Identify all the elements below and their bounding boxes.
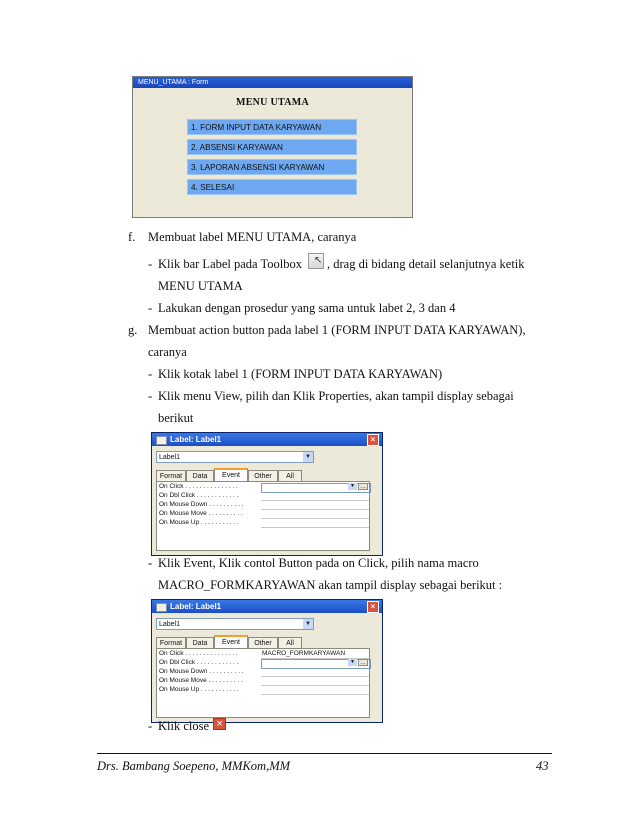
property-value[interactable] xyxy=(261,492,369,501)
property-list xyxy=(156,648,370,718)
property-row[interactable] xyxy=(157,650,369,659)
item-f-bullet1-b: , drag di bidang detail selanjutnya ketik xyxy=(327,257,525,271)
item-g-bullet3-b: MACRO_FORMKARYAWAN akan tampil display sebagai berikut : xyxy=(158,578,503,592)
item-f-bullet1-a: Klik bar Label pada Toolbox xyxy=(158,257,302,271)
chevron-down-icon[interactable]: ▼ xyxy=(303,452,313,462)
properties-icon xyxy=(156,436,167,445)
chevron-down-icon[interactable]: ▼ xyxy=(348,659,357,666)
close-icon[interactable]: × xyxy=(367,601,379,613)
property-label: On Dbl Click . . . . . . . . . . . . xyxy=(159,492,239,499)
close-icon: × xyxy=(213,718,226,730)
bullet: - xyxy=(148,301,153,315)
build-button[interactable]: … xyxy=(360,484,366,490)
menu-label-4[interactable]: 4. SELESAI xyxy=(187,179,357,195)
bullet: - xyxy=(148,367,153,381)
properties-icon xyxy=(156,603,167,612)
tab-format[interactable]: Format xyxy=(156,637,186,648)
menu-label-1[interactable]: 1. FORM INPUT DATA KARYAWAN xyxy=(187,119,357,135)
form-heading-label: MENU UTAMA xyxy=(235,97,310,108)
object-select[interactable] xyxy=(156,451,314,463)
dialog-title-bar xyxy=(152,433,382,446)
item-g-bullet1: Klik kotak label 1 (FORM INPUT DATA KARYAWAN) xyxy=(158,367,443,381)
properties-dialog-2 xyxy=(151,599,383,723)
property-label: On Mouse Down . . . . . . . . . . xyxy=(159,668,244,675)
dialog-title: Label: Label1 xyxy=(170,602,222,611)
bullet: - xyxy=(148,556,153,570)
item-g-text-b: caranya xyxy=(148,345,187,359)
object-select[interactable] xyxy=(156,618,314,630)
tab-other[interactable]: Other xyxy=(248,637,278,648)
property-list xyxy=(156,481,370,551)
tab-event[interactable]: Event xyxy=(214,635,248,648)
menu-label-2[interactable]: 2. ABSENSI KARYAWAN xyxy=(187,139,357,155)
object-select-value: Label1 xyxy=(159,454,181,461)
bullet: - xyxy=(148,257,153,271)
item-g-bullet3-a: Klik Event, Klik contol Button pada on Click, pilih nama macro xyxy=(158,556,479,570)
item-f-text: Membuat label MENU UTAMA, caranya xyxy=(148,230,357,244)
label-tool-icon: ↖ xyxy=(308,253,324,269)
page-number: 43 xyxy=(536,759,549,773)
item-g-text-a: Membuat action button pada label 1 (FORM INPUT DATA KARYAWAN), xyxy=(148,323,526,337)
tab-data[interactable]: Data xyxy=(186,637,214,648)
property-value[interactable] xyxy=(261,519,369,528)
properties-dialog-1 xyxy=(151,432,383,556)
property-row[interactable] xyxy=(157,501,369,510)
footer-author: Drs. Bambang Soepeno, MMKom,MM xyxy=(97,759,291,773)
property-label: On Dbl Click . . . . . . . . . . . . xyxy=(159,659,239,666)
tab-all[interactable]: All xyxy=(278,637,302,648)
property-label: On Mouse Move . . . . . . . . . . xyxy=(159,510,243,517)
tab-event[interactable]: Event xyxy=(214,468,248,481)
property-value[interactable] xyxy=(261,677,369,686)
property-value[interactable]: MACRO_FORMKARYAWAN xyxy=(261,650,369,659)
property-label: On Mouse Down . . . . . . . . . . xyxy=(159,501,244,508)
property-row[interactable] xyxy=(157,510,369,519)
item-g-bullet4: Klik close xyxy=(158,719,210,733)
property-label: On Mouse Move . . . . . . . . . . xyxy=(159,677,243,684)
item-g-bullet2-b: berikut xyxy=(158,411,194,425)
tab-format[interactable]: Format xyxy=(156,470,186,481)
form-title-bar: MENU_UTAMA : Form xyxy=(133,77,412,88)
dialog-title: Label: Label1 xyxy=(170,435,222,444)
tab-data[interactable]: Data xyxy=(186,470,214,481)
item-f-marker: f. xyxy=(128,230,136,244)
tab-all[interactable]: All xyxy=(278,470,302,481)
build-button[interactable]: … xyxy=(360,660,366,666)
tab-other[interactable]: Other xyxy=(248,470,278,481)
item-g-bullet2-a: Klik menu View, pilih dan Klik Properties, akan tampil display sebagai xyxy=(158,389,514,403)
item-f-bullet1-c: MENU UTAMA xyxy=(158,279,243,293)
property-value[interactable] xyxy=(261,686,369,695)
property-value[interactable] xyxy=(261,501,369,510)
chevron-down-icon[interactable]: ▼ xyxy=(348,483,357,490)
property-value[interactable] xyxy=(261,668,369,677)
property-value[interactable] xyxy=(261,510,369,519)
property-row[interactable] xyxy=(157,686,369,695)
bullet: - xyxy=(148,389,153,403)
menu-label-3[interactable]: 3. LAPORAN ABSENSI KARYAWAN xyxy=(187,159,357,175)
bullet: - xyxy=(148,719,153,733)
property-row[interactable] xyxy=(157,659,369,668)
property-row[interactable] xyxy=(157,519,369,528)
item-f-bullet2: Lakukan dengan prosedur yang sama untuk labet 2, 3 dan 4 xyxy=(158,301,456,315)
item-g-marker: g. xyxy=(128,323,138,337)
property-row[interactable] xyxy=(157,483,369,492)
chevron-down-icon[interactable]: ▼ xyxy=(303,619,313,629)
property-label: On Mouse Up . . . . . . . . . . . xyxy=(159,519,239,526)
property-row[interactable] xyxy=(157,492,369,501)
object-select-value: Label1 xyxy=(159,621,181,628)
dialog-title-bar xyxy=(152,600,382,613)
property-row[interactable] xyxy=(157,677,369,686)
property-label: On Mouse Up . . . . . . . . . . . xyxy=(159,686,239,693)
property-label: On Click . . . . . . . . . . . . . . . xyxy=(159,483,238,490)
footer-divider xyxy=(97,753,552,754)
close-icon[interactable]: × xyxy=(367,434,379,446)
property-label: On Click . . . . . . . . . . . . . . . xyxy=(159,650,238,657)
property-row[interactable] xyxy=(157,668,369,677)
menu-utama-form-screenshot xyxy=(132,76,413,218)
